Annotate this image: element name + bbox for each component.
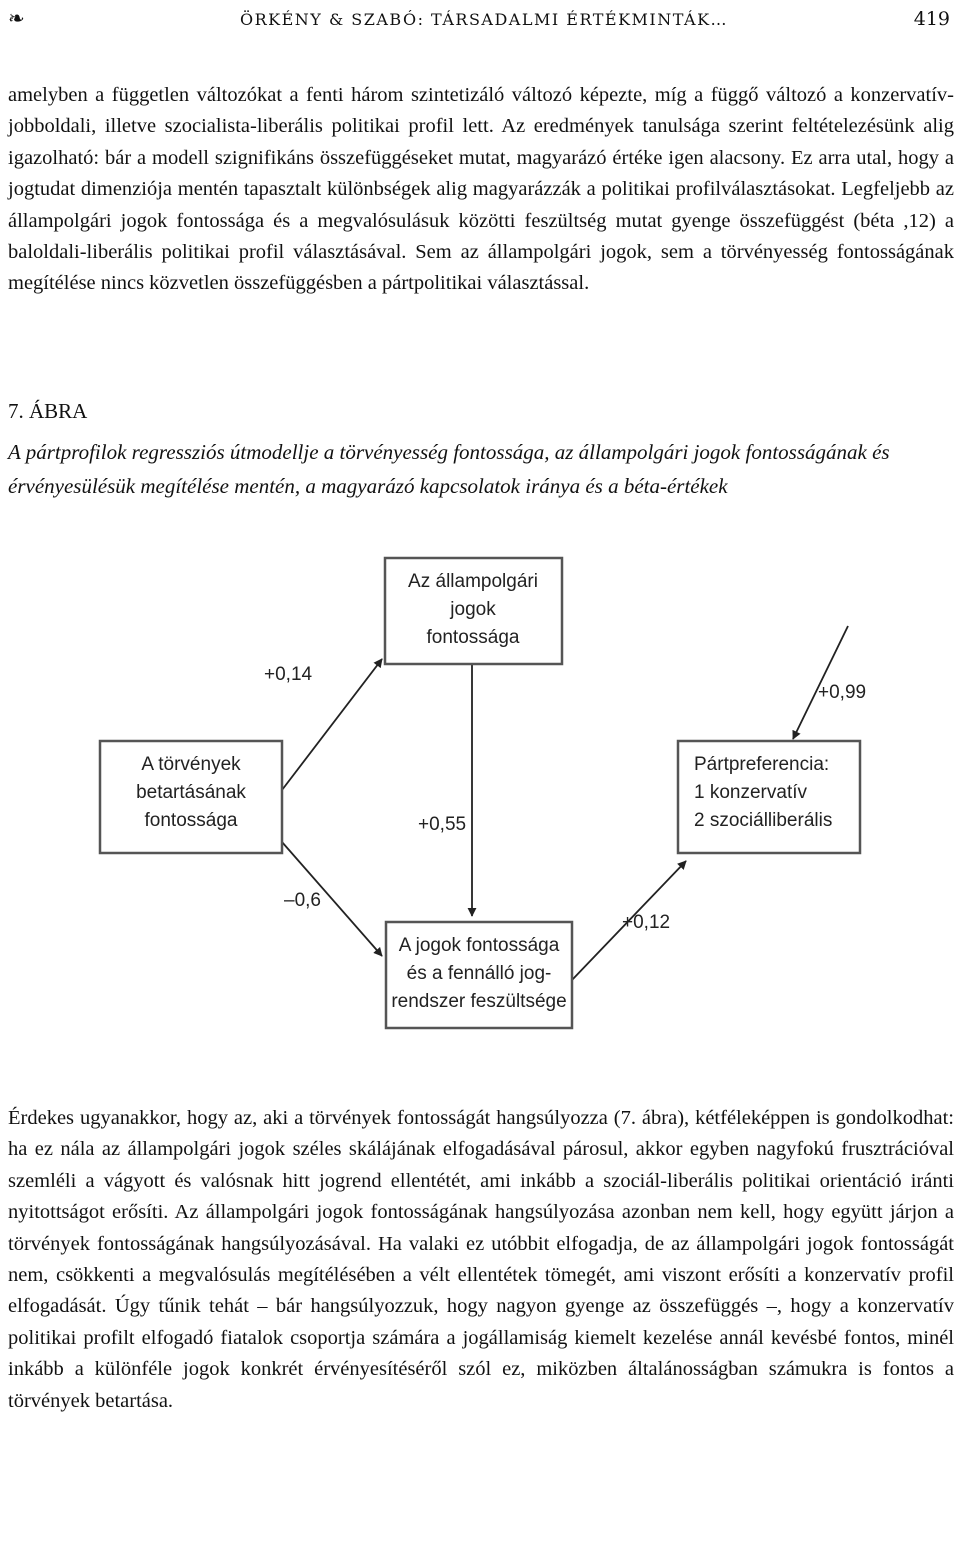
body-paragraph: amelyben a független változókat a fenti három szintetizáló változó képezte, míg a függő változó a konzervatív-jobboldali, illetve szocialista-liberális politikai profil lett. Az eredmények tanulsága szerint feltételezésünk alig igazolható: bár a modell szignifikáns összefüggéseket mutat, magyarázó értéke igen alacsony. Ez arra utal, hogy a jogtudat dimenziója mentén tapasztalt különbségek alig magyarázzák a politikai profilválasztásokat. Legfeljebb az állampolgári jogok fontossága és a megvalósulásuk közötti feszültség mutat gyenge összefüggést (béta ,12) a baloldali-liberális politikai profil választásával. Sem az állampolgári jogok, sem a törvényesség fontosságának megítélése nincs közvetlen összefüggésben a pártpolitikai választással. bbox=[8, 84, 954, 295]
beta-tension-to-party: +0,12 bbox=[622, 912, 671, 933]
page-number: 419 bbox=[913, 8, 950, 30]
running-title: ÖRKÉNY & SZABÓ: TÁRSADALMI ÉRTÉKMINTÁK… bbox=[240, 10, 729, 29]
node-rights-line-3: fontossága bbox=[426, 627, 520, 648]
fleuron-ornament-icon: ❧ bbox=[8, 6, 25, 30]
node-law-line-3: fontossága bbox=[144, 810, 238, 831]
node-law-line-1: A törvények bbox=[141, 754, 241, 775]
beta-law-to-tension: –0,6 bbox=[284, 890, 321, 911]
figure-label: 7. ÁBRA bbox=[8, 399, 88, 423]
node-law-importance bbox=[100, 741, 282, 853]
node-tension-line-2: és a fennálló jog- bbox=[406, 963, 552, 984]
node-tension-line-1: A jogok fontossága bbox=[398, 935, 560, 956]
beta-rights-to-party: +0,99 bbox=[818, 682, 867, 703]
node-civil-rights-importance bbox=[385, 558, 562, 664]
node-rights-tension bbox=[386, 922, 572, 1028]
node-party-line-2: 1 konzervatív bbox=[694, 782, 807, 803]
beta-law-to-rights: +0,14 bbox=[264, 664, 313, 685]
beta-rights-to-tension: +0,55 bbox=[418, 814, 467, 835]
node-rights-line-1: Az állampolgári bbox=[408, 571, 538, 592]
node-party-preference bbox=[678, 741, 860, 853]
node-tension-line-3: rendszer feszültsége bbox=[391, 991, 567, 1012]
body-paragraph: Érdekes ugyanakkor, hogy az, aki a törvények fontosságát hangsúlyozza (7. ábra), kétféleképpen is gondolkodhat: ha ez nála az állampolgári jogok széles skálájának elfogadásával párosul, akkor egyben nagyfokú frusztrációval szemléli a vágyott és valósnak hitt jogrend ellentétét, ami inkább a szociál-liberális politikai orientáció iránti nyitottságot erősíti. Az állampolgári jogok fontosságának hangsúlyozása azonban nem kell, hogy együtt járjon a törvények fontosságának hangsúlyozásával. Ha valaki ez utóbbit elfogadja, de az állampolgári jogok fontosságát nem, csökkenti a megvalósulás megítélésében a vélt ellentétek tömegét, ami viszont erősíti a konzervatív profil elfogadását. Úgy tűnik tehát – bár hangsúlyozzuk, hogy nagyon gyenge az összefüggés –, hogy a konzervatív politikai profilt elfogadó fiatalok csoportja számára a jogállamiság kiemelt kezelése annál kevésbé fontos, minél inkább a különféle jogok konkrét érvényesítéséről szól ez, miközben általánosságban számukra is fontos a törvények betartása. bbox=[8, 1107, 954, 1412]
running-header bbox=[8, 6, 954, 32]
node-party-line-3: 2 szociálliberális bbox=[694, 810, 833, 831]
node-law-line-2: betartásának bbox=[136, 782, 246, 803]
figure-caption: A pártprofilok regressziós útmodellje a törvényesség fontossága, az állampolgári jogok fontosságának és érvényesülésük megítélése mentén, a magyarázó kapcsolatok iránya és a béta-értékek bbox=[8, 440, 890, 498]
path-model-diagram bbox=[0, 550, 960, 1040]
node-party-line-1: Pártpreferencia: bbox=[694, 754, 830, 775]
node-rights-line-2: jogok bbox=[450, 599, 496, 620]
